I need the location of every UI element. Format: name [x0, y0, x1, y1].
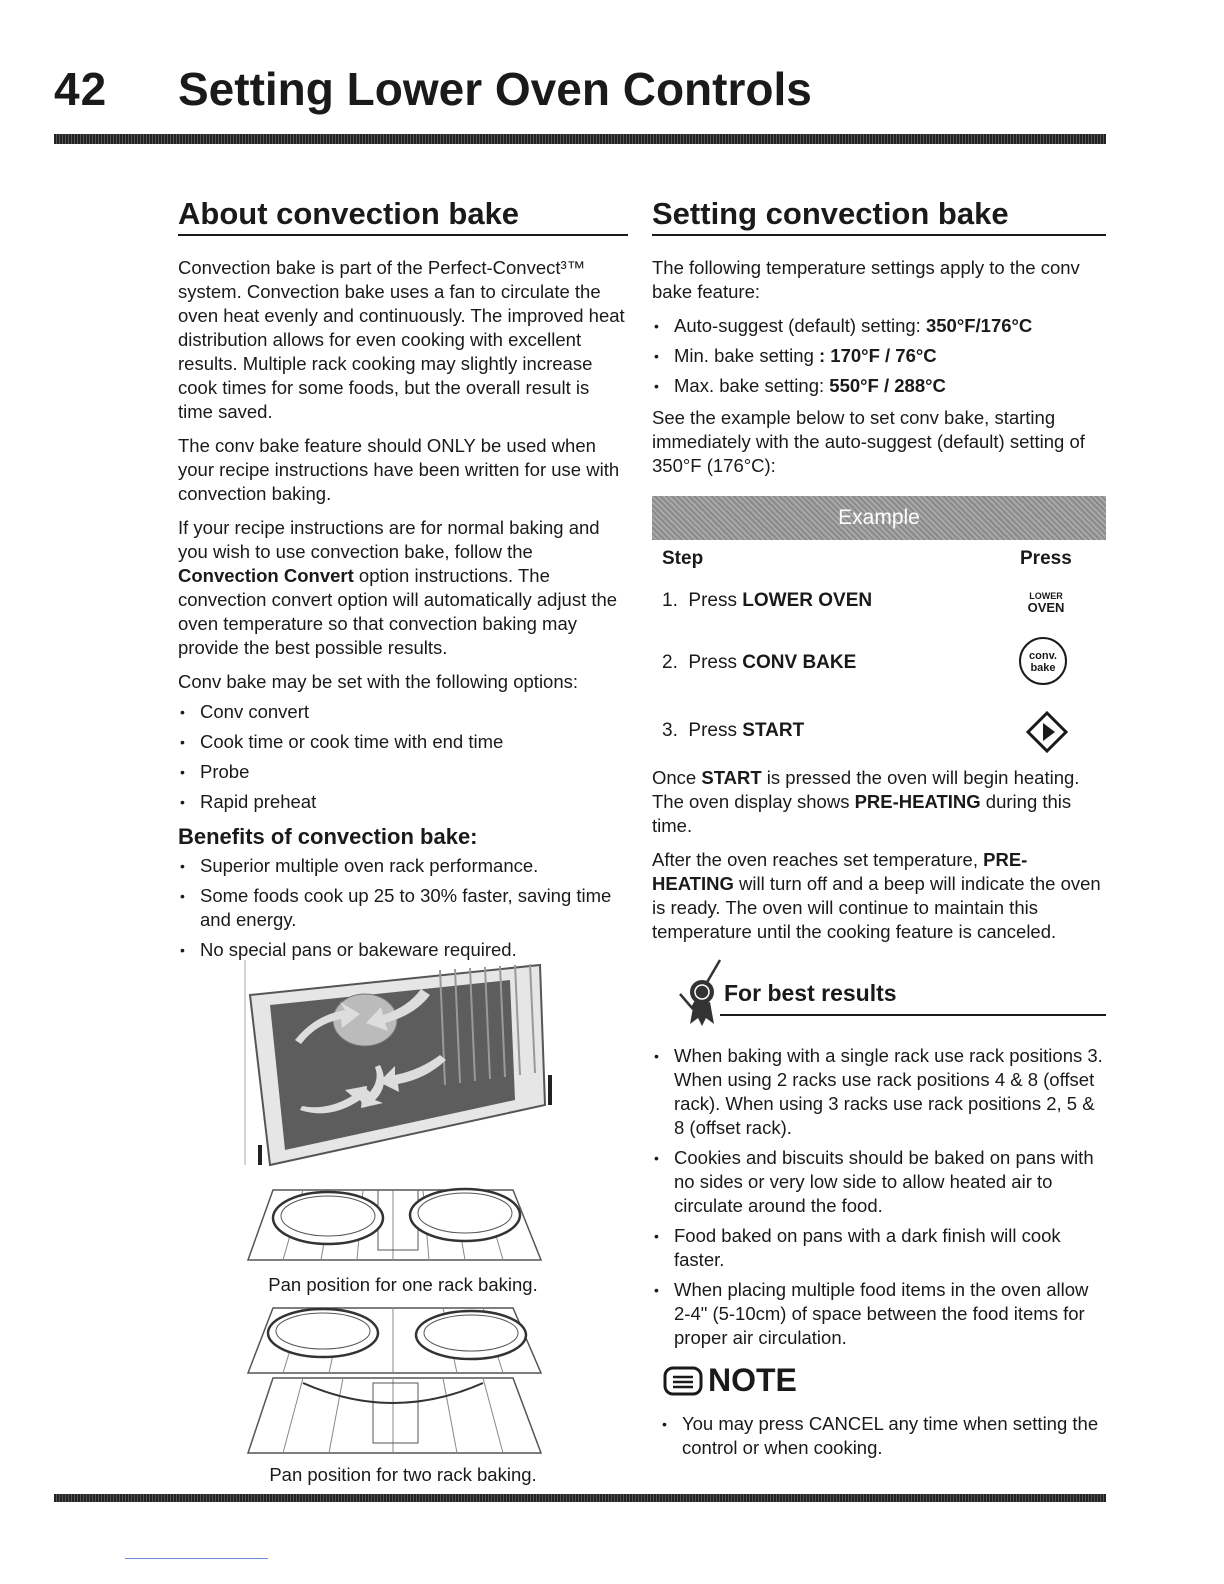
note-list [660, 1412, 1100, 1466]
step-3: 3. Press START [662, 720, 805, 741]
right-column-lower [652, 766, 1106, 954]
settings-list [652, 314, 1106, 398]
benefits-heading: Benefits of convection bake: [178, 824, 478, 849]
about-para-1: Convection bake is part of the Perfect-Convect³™ system. Convection bake uses a fan to circulate the oven heat evenly and continuously. The improved heat distribution allows for even cooking with excellent results. Multiple rack cooking may slightly increase cook times for some foods, but the overall result is time saved. [178, 257, 625, 422]
example-banner: Example [652, 496, 1106, 540]
footer-link-rule [125, 1558, 268, 1559]
start-key-icon [1025, 710, 1069, 754]
caption-one-rack: Pan position for one rack baking. [268, 1274, 538, 1295]
rack-one-pan-illustration [243, 1185, 543, 1270]
note-icon [663, 1366, 703, 1398]
press-column-header: Press [1020, 548, 1072, 569]
oven-fan-illustration [240, 955, 565, 1170]
page-title: Setting Lower Oven Controls [178, 63, 812, 115]
step-column-header: Step [662, 548, 704, 569]
settings-intro: The following temperature settings apply to the conv bake feature: [652, 257, 1080, 302]
options-list [178, 700, 628, 814]
note-heading: NOTE [708, 1362, 797, 1398]
right-column [652, 196, 1106, 488]
header-rule [54, 134, 1106, 144]
about-para-3: If your recipe instructions are for normal baking and you wish to use convection bake, follow the Convection Convert option instructions. The convection convert option will automatically adjust the oven temperature so that convection baking may provide the best possible results. [178, 517, 618, 658]
step-1: 1. Press LOWER OVEN [662, 590, 873, 611]
list-item: • Superior multiple oven rack performance. [178, 854, 628, 878]
list-item: • Max. bake setting: 550°F / 288°C [652, 374, 1106, 398]
best-results-list [652, 1044, 1106, 1356]
list-item: • Min. bake setting : 170°F / 76°C [652, 344, 1106, 368]
about-para-4: Conv bake may be set with the following options: [178, 671, 579, 692]
page-number: 42 [54, 63, 108, 115]
left-column [178, 196, 628, 968]
list-item: • When baking with a single rack use rack positions 3. When using 2 racks use rack positions 4 & 8 (offset rack). When using 3 racks use rack positions 2, 5 & 8 (offset rack). [652, 1044, 1106, 1140]
about-para-2: The conv bake feature should ONLY be used when your recipe instructions have been written for use with convection baking. [178, 435, 620, 504]
list-item: • Conv convert [178, 700, 628, 724]
award-ribbon-icon [678, 956, 724, 1028]
lower-oven-key-icon: LOWER OVEN [1027, 591, 1065, 615]
list-item: • When placing multiple food items in the oven allow 2-4" (5-10cm) of space between the food items for proper air circulation. [652, 1278, 1106, 1350]
conv-bake-key-icon: conv. bake [1019, 637, 1067, 685]
once-start-para: Once START is pressed the oven will begin heating. The oven display shows PRE-HEATING during this time. [652, 767, 1080, 836]
rack-two-pan-illustration [243, 1303, 543, 1463]
example-intro: See the example below to set conv bake, starting immediately with the auto-suggest (default) setting of 350°F (176°C): [652, 407, 1085, 476]
step-2: 2. Press CONV BAKE [662, 652, 857, 673]
benefits-list [178, 854, 628, 962]
list-item: • Rapid preheat [178, 790, 628, 814]
list-item: • Cook time or cook time with end time [178, 730, 628, 754]
list-item: • Some foods cook up 25 to 30% faster, saving time and energy. [178, 884, 628, 932]
best-results-rule [720, 1014, 1106, 1016]
setting-convection-heading: Setting convection bake [652, 196, 1106, 236]
list-item: • Auto-suggest (default) setting: 350°F/176°C [652, 314, 1106, 338]
footer-rule [54, 1494, 1106, 1502]
list-item: • No special pans or bakeware required. [178, 938, 628, 962]
list-item: • Cookies and biscuits should be baked on pans with no sides or very low side to allow heated air to circulate around the food. [652, 1146, 1106, 1218]
list-item: • Probe [178, 760, 628, 784]
about-convection-heading: About convection bake [178, 196, 628, 236]
after-oven-para: After the oven reaches set temperature, PRE-HEATING will turn off and a beep will indicate the oven is ready. The oven will continue to maintain this temperature until the cooking feature is canceled. [652, 849, 1101, 942]
best-results-heading: For best results [724, 980, 897, 1006]
caption-two-rack: Pan position for two rack baking. [269, 1464, 537, 1485]
list-item: • Food baked on pans with a dark finish will cook faster. [652, 1224, 1106, 1272]
list-item: • You may press CANCEL any time when setting the control or when cooking. [660, 1412, 1100, 1460]
